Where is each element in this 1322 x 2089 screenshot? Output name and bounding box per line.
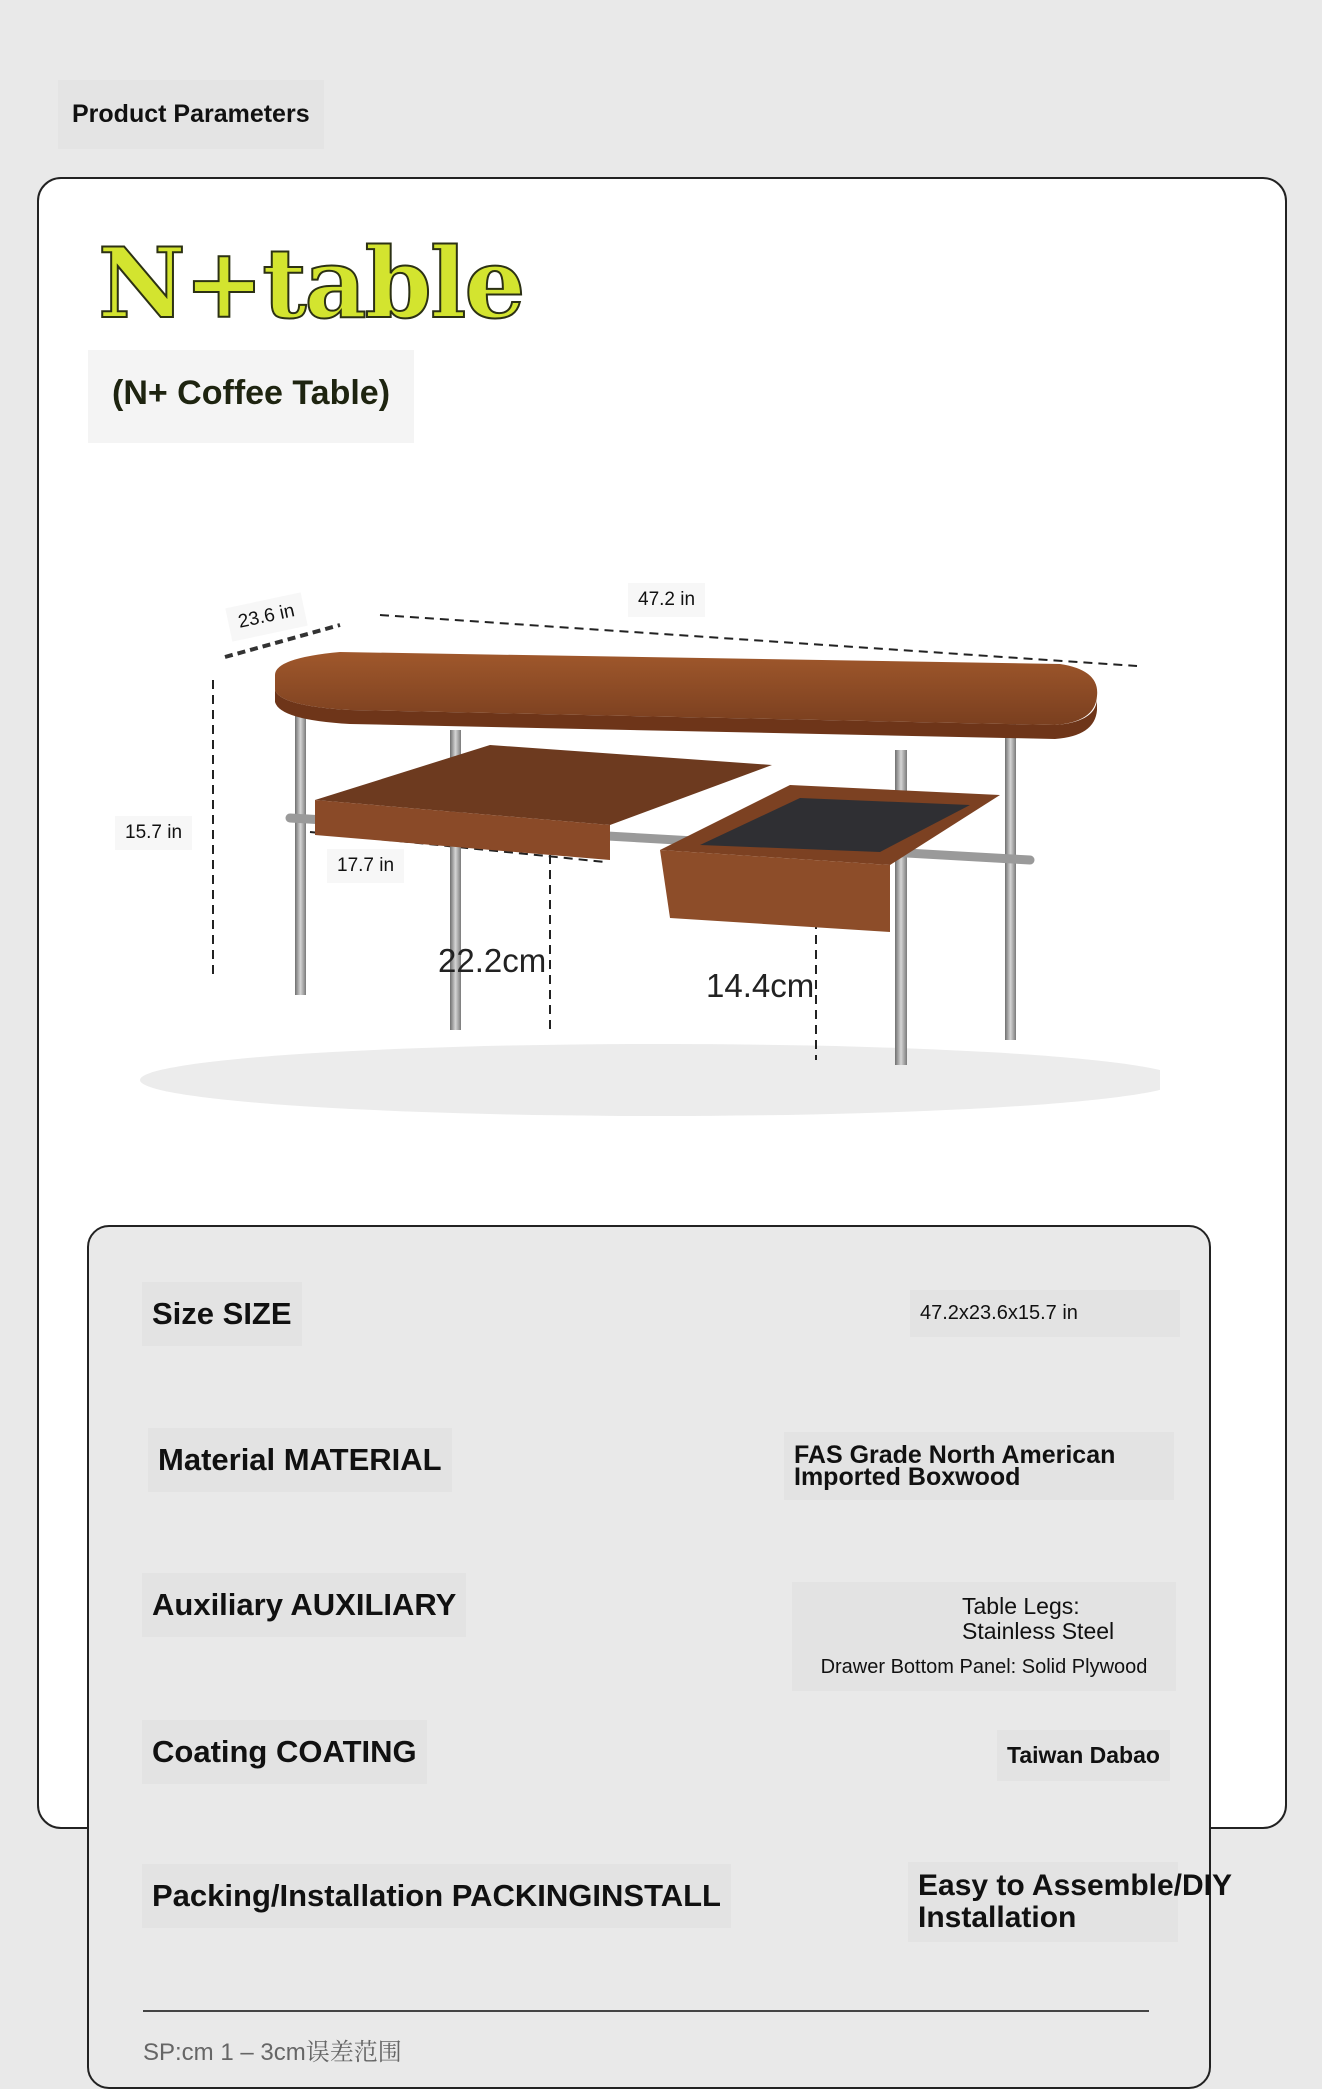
spec-auxiliary-value xyxy=(792,1582,1176,1691)
coffee-table-image xyxy=(100,560,1160,1120)
height-dimension-label: 15.7 in xyxy=(115,816,192,850)
leg-front-left xyxy=(295,710,306,995)
spec-packing-label: Packing/Installation PACKINGINSTALL xyxy=(142,1864,731,1928)
spec-packing-value xyxy=(908,1862,1233,1942)
spec-auxiliary-line2: Stainless Steel xyxy=(962,1618,1115,1644)
divider xyxy=(143,2010,1149,2012)
drawer-depth-dimension-label: 17.7 in xyxy=(327,849,404,883)
depth-dimension-label: 23.6 in xyxy=(225,592,307,641)
spec-size-label: Size SIZE xyxy=(142,1282,302,1346)
length-dimension-label: 47.2 in xyxy=(628,583,705,617)
spec-coating-label: Coating COATING xyxy=(142,1720,427,1784)
spec-packing-value-line2: Installation xyxy=(918,1901,1077,1934)
leg-back-right xyxy=(1005,720,1016,1040)
spec-auxiliary-line3: Drawer Bottom Panel: Solid Plywood xyxy=(820,1656,1148,1678)
spec-material-value-line2: Imported Boxwood xyxy=(794,1463,1021,1491)
product-subtitle: (N+ Coffee Table) xyxy=(88,350,414,443)
spec-coating-value: Taiwan Dabao xyxy=(997,1730,1170,1781)
spec-material-value xyxy=(784,1432,1174,1500)
drawer2-dimension-label: 14.4cm xyxy=(706,967,815,1004)
spec-size-value: 47.2x23.6x15.7 in xyxy=(910,1290,1180,1337)
section-label: Product Parameters xyxy=(58,80,324,149)
floor-shadow xyxy=(140,1044,1160,1116)
footnote: SP:cm 1 – 3cm误差范围 xyxy=(143,2039,402,2066)
brand-logo: N+table xyxy=(98,227,524,340)
spec-material-value-line1: FAS Grade North American xyxy=(794,1441,1116,1469)
spec-material-label: Material MATERIAL xyxy=(148,1428,452,1492)
spec-auxiliary-line1: Table Legs: xyxy=(962,1593,1080,1619)
spec-packing-value-line1: Easy to Assemble/DIY xyxy=(918,1869,1233,1902)
spec-auxiliary-label: Auxiliary AUXILIARY xyxy=(142,1573,466,1637)
drawer1-dimension-label: 22.2cm xyxy=(438,942,547,979)
